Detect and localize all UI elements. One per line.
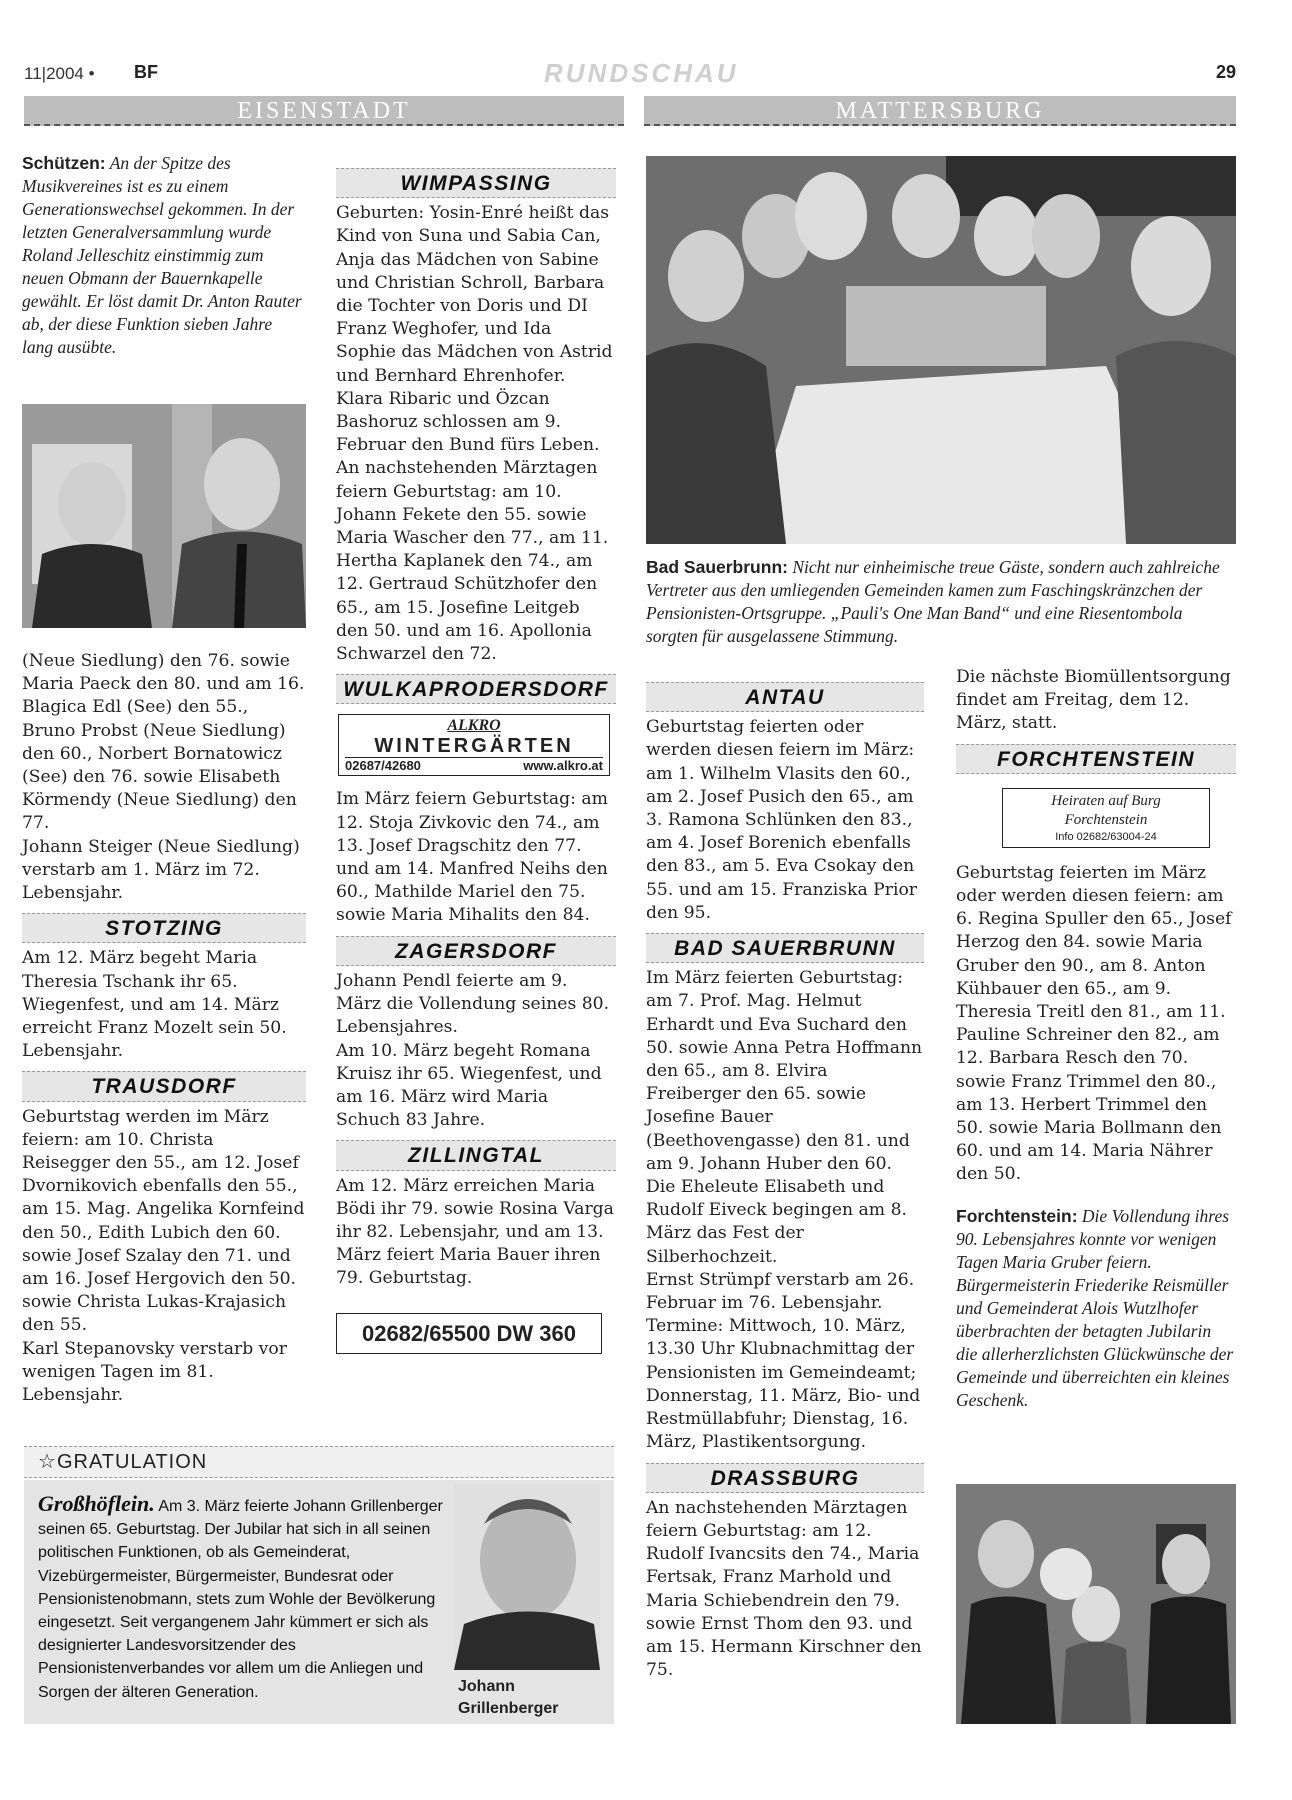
bad-sauerbrunn-photo xyxy=(646,156,1236,544)
forchtenstein-photo xyxy=(956,1484,1236,1724)
trausdorf-heading: TRAUSDORF xyxy=(22,1071,306,1101)
phone-box: 02682/65500 DW 360 xyxy=(336,1313,602,1354)
issue-label: 11|2004 • xyxy=(24,64,95,83)
alkro-contact: 02687/42680 www.alkro.at xyxy=(345,758,603,774)
region-left: EISENSTADT xyxy=(24,96,624,126)
seniors-table-image xyxy=(646,156,1236,544)
col1-text: (Neue Siedlung) den 76. sowie Maria Paeck den 80. und am 16. Blagica Edl (See) den 55., Bruno Probst (Neue Siedlung) den 60., Norbert Bornatowicz (See) den 76. sowie Elisabeth Körmendy (Neue Siedlung) den 77. Johann Steiger (Neue Siedlung) verstarb am 1. März im 72. Lebensjahr. STOTZING Am 12. März begeht Maria Theresia Tschank ihr 65. Wiegenfest, und am 14. März erreicht Franz Mozelt sein 50. Lebensjahr. TRAUSDORF Geburtstag werden im März feiern: am 10. Christa Reisegger den 55., am 12. Josef Dvornikovich ebenfalls den 55., am 15. Mag. Angelika Kornfeind den 50., Edith Lubich den 60. sowie Josef Szalay den 71. und am 16. Josef Hergovich den 50. sowie Christa Lukas-Krajasich den 55. Karl Stepanovsky verstarb vor wenigen Tagen im 81. Lebensjahr. xyxy=(22,651,305,1406)
zagersdorf-heading: ZAGERSDORF xyxy=(336,936,616,966)
col3-text: ANTAU Geburtstag feierten oder werden diesen feiern im März: am 1. Wilhelm Vlasits den 60., am 2. Josef Pusich den 65., am 3. Ramona Schlünken den 83., am 4. Josef Borenich ebenfalls den 83., am 5. Eva Csokay den 55. und am 15. Franziska Prior den 95. BAD SAUERBRUNN Im März feierten Geburtstag: am 7. Prof. Mag. Helmut Erhardt und Eva Suchard den 50. sowie Anna Petra Hoffmann den 65., am 8. Elvira Freiberger den 65. sowie Josefine Bauer (Beethovengasse) den 81. und am 9. Johann Huber den 60. Die Eheleute Elisabeth und Rudolf Eiveck begingen am 8. März das Fest der Silberhochzeit. Ernst Strümpf verstarb am 26. Februar im 76. Lebensjahr. Termine: Mittwoch, 10. März, 13.30 Uhr Klubnachmittag der Pensionisten im Gemeindeamt; Donnerstag, 11. März, Bio- und Restmüllabfuhr; Dienstag, 16. März, Plastikentsorgung. DRASSBURG An nachstehenden Märztagen feiern Geburtstag: am 12. Rudolf Ivancsits den 74., Maria Fertsak, Franz Marhold und Maria Schiebendrein den 79. sowie Ernst Thom den 93. und am 15. Hermann Kirschner den 75. xyxy=(646,682,924,1682)
burg-ad: Heiraten auf Burg Forchtenstein Info 02682/63004-24 xyxy=(1002,788,1210,848)
col4-text: Die nächste Biomüllentsorgung findet am Freitag, dem 12. März, statt. FORCHTENSTEIN Heiraten auf Burg Forchtenstein Info 02682/63004-24 Geburtstag feierten im März oder werden diesen feiern: am 6. Regina Spuller den 65., Josef Herzog den 84. sowie Maria Gruber den 90., am 8. Anton Kühbauer den 65., am 9. Theresia Treitl den 81., am 11. Pauline Schreiner den 82., am 12. Barbara Resch den 70. sowie Franz Trimmel den 80., am 13. Herbert Trimmel den 50. sowie Maria Bollmann den 60. und am 14. Maria Nährer den 50. Forchtenstein: Die Vollendung ihres 90. Lebensjahres konnte vor wenigen Tagen Maria Gruber feiern. Bürgermeisterin Friederike Reismüller und Gemeinderat Alois Wutzlhofer überbrachten der betagten Jubilarin die allerherzlichsten Glückwünsche der Gemeinde und überreichten ein kleines Geschenk. xyxy=(956,666,1236,1412)
brand-label: BF xyxy=(134,62,158,82)
alkro-ad xyxy=(338,714,610,776)
gratulation-box xyxy=(24,1446,614,1726)
grillenberger-photo xyxy=(454,1484,600,1670)
section-title: RUNDSCHAU xyxy=(544,58,739,88)
page-header xyxy=(24,58,1236,88)
antau-heading: ANTAU xyxy=(646,682,924,712)
gratulation-panel xyxy=(24,1480,614,1724)
alkro-title: WINTERGÄRTEN xyxy=(374,735,574,758)
forchtenstein-caption: Forchtenstein: Die Vollendung ihres 90. Lebensjahres konnte vor wenigen Tagen Maria Gruber feiern. Bürgermeisterin Friederike Reismüller und Gemeinderat Alois Wutzlhofer überbrachten der betagten Jubilarin die allerherzlichsten Glückwünsche der Gemeinde und überreichten ein kleines Geschenk. xyxy=(956,1205,1234,1410)
gratulation-header: ☆GRATULATION xyxy=(24,1446,614,1478)
bad-sauerbrunn-heading: BAD SAUERBRUNN xyxy=(646,933,924,963)
grillenberger-name: Johann Grillenberger xyxy=(458,1678,559,1717)
wimpassing-heading: WIMPASSING xyxy=(336,168,616,198)
gratulation-place: Großhöflein. xyxy=(38,1491,155,1516)
jubilee-image xyxy=(956,1484,1236,1724)
star-icon: ☆ xyxy=(38,1451,57,1473)
region-bar xyxy=(24,96,1236,126)
wulkaprodersdorf-heading: WULKAPRODERSDORF xyxy=(336,674,616,704)
alkro-logo: ALKRO xyxy=(447,717,501,735)
drassburg-heading: DRASSBURG xyxy=(646,1463,924,1493)
bad-sauerbrunn-caption: Bad Sauerbrunn: Nicht nur einheimische treue Gäste, sondern auch zahlreiche Vertreter aus den umliegenden Gemeinden kamen zum Faschingskränzchen der Pensionisten-Ortsgruppe. „Pauli's One Man Band“ und eine Riesentombola sorgten für ausgelassene Stimmung. xyxy=(646,557,1220,646)
stotzing-heading: STOTZING xyxy=(22,913,306,943)
two-men-image xyxy=(22,404,306,628)
gratulation-text: Großhöflein. Am 3. März feierte Johann Grillenberger seinen 65. Geburtstag. Der Jubilar hat sich in all seinen politischen Funktionen, ob als Gemeinderat, Vizebürgermeister, Bürgermeister, Bundesrat oder Pensionistenobmann, stets zum Wohle der Bevölkerung eingesetzt. Seit vergangenem Jahr kümmert er sich als designierter Landesvorsitzender des Pensionistenverbandes vor allem um die Anliegen und Sorgen der älteren Generation. xyxy=(38,1491,443,1701)
region-right: MATTERSBURG xyxy=(644,96,1236,126)
forchtenstein-heading: FORCHTENSTEIN xyxy=(956,744,1236,774)
schuetzen-caption: Schützen: An der Spitze des Musikvereines ist es zu einem Generationswechsel gekommen. In der letzten Generalversammlung wurde Roland Jelleschitz einstimmig zum neuen Obmann der Bauernkapelle gewählt. Er löst damit Dr. Anton Rauter ab, der diese Funktion sieben Jahre lang ausübte. xyxy=(22,153,302,357)
col2-text: WIMPASSING Geburten: Yosin-Enré heißt das Kind von Suna und Sabia Can, Anja das Mädchen von Sabine und Christian Schroll, Barbara die Tochter von Doris und DI Franz Weghofer, und Ida Sophie das Mädchen von Astrid und Bernhard Ehrenhofer. Klara Ribaric und Özcan Bashoruz schlossen am 9. Februar den Bund fürs Leben. An nachstehenden Märztagen feiern Geburtstag: am 10. Johann Fekete den 55. sowie Maria Wascher den 77., am 11. Hertha Kaplanek den 74., am 12. Gertraud Schützhofer den 65., am 15. Josefine Leitgeb den 50. und am 16. Apollonia Schwarzel den 72. WULKAPRODERSDORF ALKRO WINTERGÄRTEN 02687/42680 www.alkro.at Im März feiern Geburtstag: am 12. Stoja Zivkovic den 74., am 13. Josef Dragschitz den 77. und am 14. Manfred Neihs den 60., Mathilde Mariel den 75. sowie Maria Mihalits den 84. ZAGERSDORF Johann Pendl feierte am 9. März die Vollendung seines 80. Lebensjahres. Am 10. März begeht Romana Kruisz ihr 65. Wiegenfest, und am 16. März wird Maria Schuch 83 Jahre. ZILLINGTAL Am 12. März erreichen Maria Bödi ihr 79. sowie Rosina Varga ihr 82. Lebensjahr, und am 13. März feiert Maria Bauer ihren 79. Geburtstag. 02682/65500 DW 360 xyxy=(336,168,616,1354)
zillingtal-heading: ZILLINGTAL xyxy=(336,1140,616,1170)
schuetzen-photo xyxy=(22,404,306,628)
page-number: 29 xyxy=(1215,62,1236,82)
